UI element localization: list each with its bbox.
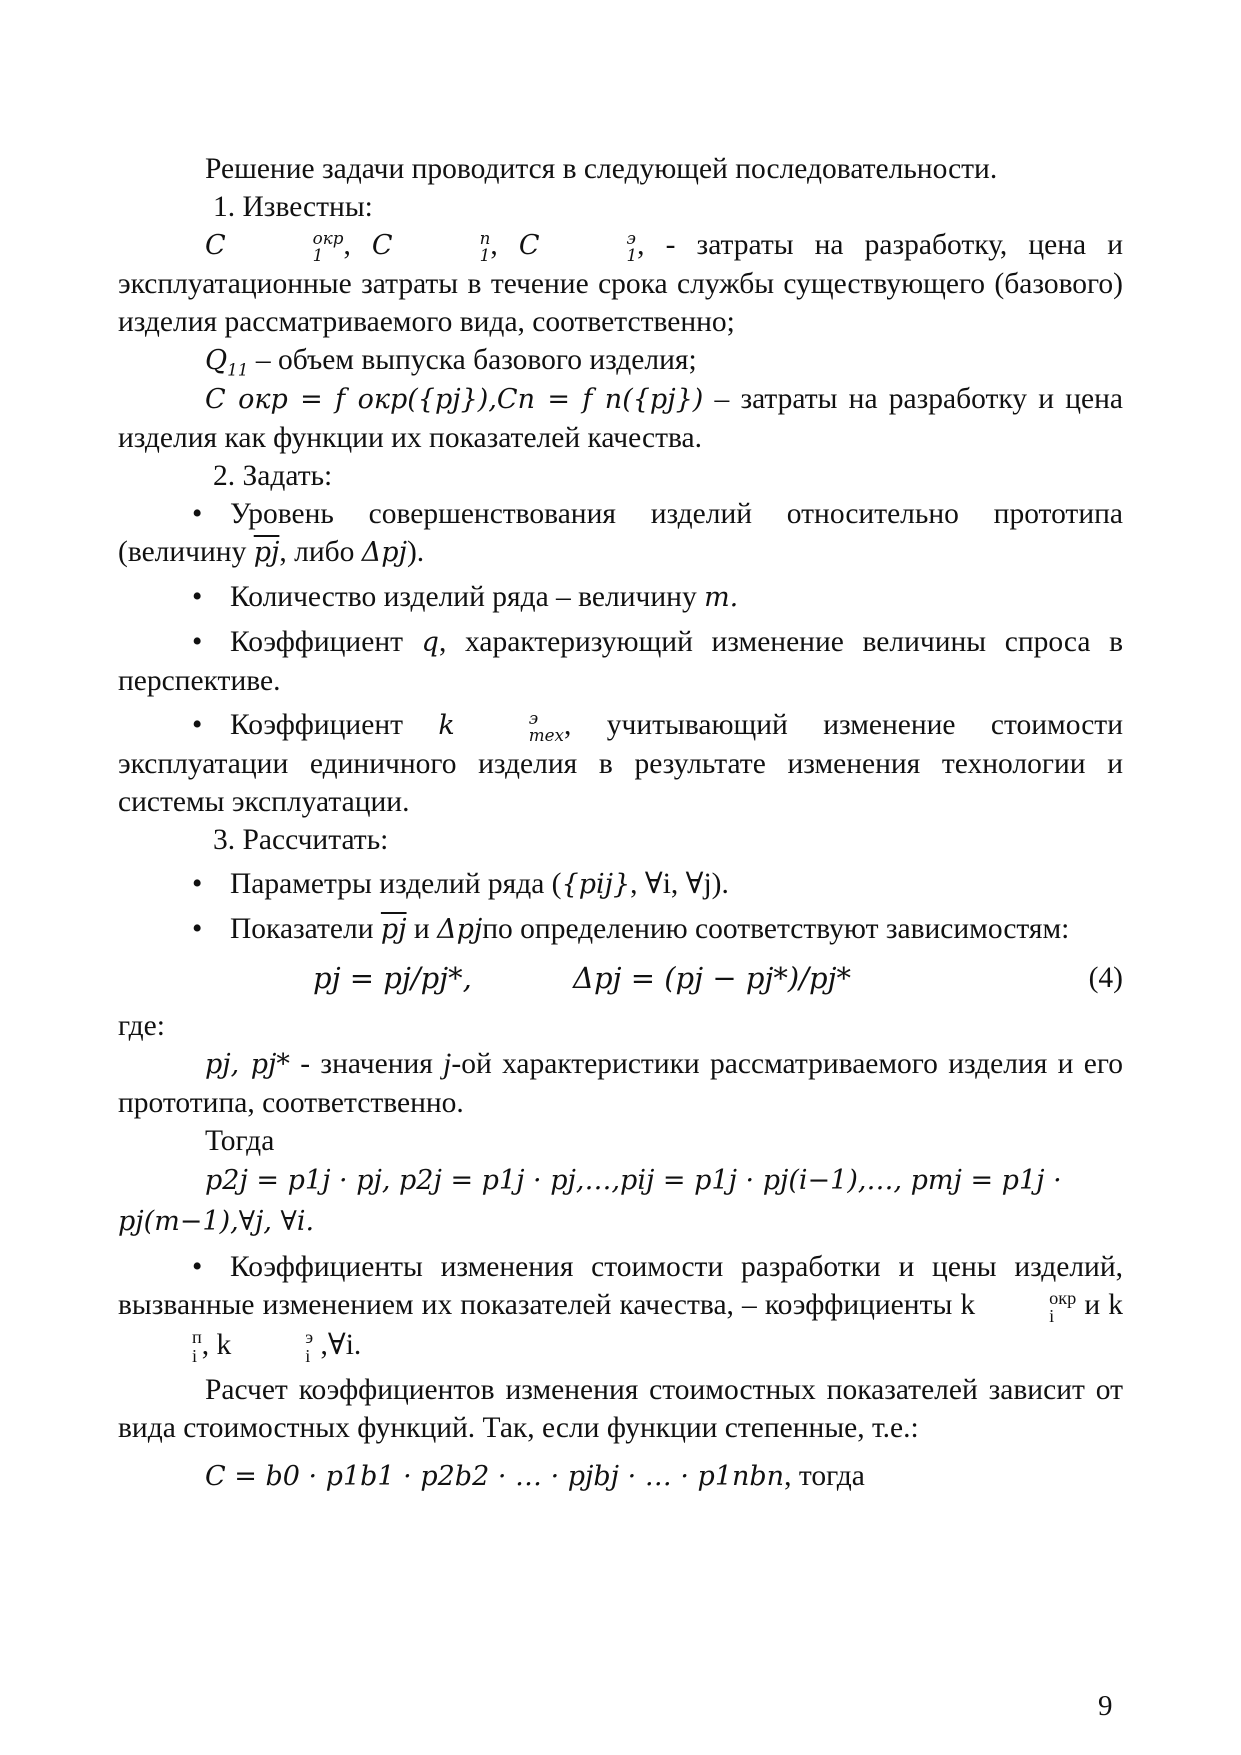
equation-4-left: pj = pj/pj*, <box>313 961 472 995</box>
known-functions-paragraph: C окр = f окр({pj}),Cп = f п({pj}) – затраты на разработку и цена изделия как функции их показателей качества. <box>118 383 1123 454</box>
var-k-tech: k э тех <box>438 707 564 745</box>
intro-paragraph: Решение задачи проводится в следующей последовательности. <box>205 153 998 185</box>
var-set-pij: {pij} <box>561 869 631 900</box>
cost-functions-formula: C окр = f окр({pj}),Cп = f п({pj}) <box>205 384 704 415</box>
bullet-icon: • <box>192 498 203 530</box>
bullet-cost-coefficients: • Коэффициенты изменения стоимости разработки и цены изделий, вызванные изменением их показателей качества, – коэффициенты k окр i и k п i , k э i ,∀i. <box>118 1248 1123 1365</box>
var-delta-pj: Δpj <box>361 537 407 568</box>
var-m: m. <box>704 582 739 613</box>
var-pj-bar: $\overline{pj}$ <box>380 914 407 945</box>
coef-k-e: k э i <box>216 1327 314 1366</box>
bullet-improvement-level: • Уровень совершенствования изделий относительно прототипа (величину $\overline{pj}$, либо Δpj). <box>118 495 1123 572</box>
coef-k-okr: k окр i <box>960 1287 1077 1327</box>
var-pj-pj-star: pj, pj* <box>205 1049 290 1080</box>
bullet-icon: • <box>192 581 203 613</box>
recurrence-formula-line2: pj(m−1),∀j, ∀i. <box>118 1206 315 1237</box>
cost-c1-e: C э 1 <box>518 227 638 265</box>
bullet-icon: • <box>192 913 203 945</box>
equation-4 <box>118 953 1123 1003</box>
where-label: где: <box>118 1010 165 1042</box>
heading-calculate: 3. Рассчитать: <box>213 824 389 856</box>
equation-4-right: Δpj = (pj − pj*)/pj* <box>573 961 852 995</box>
cost-c1-p: C п 1 <box>371 227 491 265</box>
var-q11: $Q_{11}$ <box>205 345 249 380</box>
cost-c1-okr: C окр 1 <box>205 227 344 265</box>
known-costs-text: , - затраты на разработку, цена и эксплуатационные затраты в течение срока службы существующего (базового) изделия рассматриваемого вида, соответственно; <box>118 229 1124 338</box>
cost-function-paragraph: Расчет коэффициентов изменения стоимостных показателей зависит от вида стоимостных функций. Так, если функции степенные, т.е.: <box>118 1374 1123 1445</box>
bullet-parameters: • Параметры изделий ряда ({pij}, ∀i, ∀j). <box>118 865 1123 904</box>
bullet-icon: • <box>192 709 203 741</box>
bullet-icon: • <box>192 868 203 900</box>
bullet-product-count: • Количество изделий ряда – величину m. <box>118 578 1123 617</box>
coef-k-p: k п i <box>192 1289 1123 1366</box>
var-j: j <box>443 1048 452 1080</box>
heading-set: 2. Задать: <box>213 460 333 492</box>
page-number: 9 <box>1098 1690 1113 1722</box>
then-label: Тогда <box>205 1125 275 1157</box>
where-paragraph: pj, pj* - значения j-ой характеристики рассматриваемого изделия и его прототипа, соответственно. <box>118 1048 1123 1119</box>
bullet-demand-coefficient: • Коэффициент q, характеризующий изменение величины спроса в перспективе. <box>118 623 1123 700</box>
equation-number: (4) <box>1088 962 1123 994</box>
page-body <box>118 150 1123 1496</box>
bullet-tech-coefficient: • Коэффициент k э тех , учитывающий изменение стоимости эксплуатации единичного изделия в результате изменения технологии и системы эксплуатации. <box>118 707 1123 818</box>
var-q: q <box>421 627 439 658</box>
known-costs-paragraph: C окр 1 , C п 1 , C э 1 , - затраты на разработку, цена и эксплуатационные затраты в течение срока службы существующего (базового) изделия рассматриваемого вида, соответственно; <box>118 227 1124 338</box>
known-volume-paragraph: $Q_{11}$ – объем выпуска базового изделия; <box>205 344 697 380</box>
recurrence-formula-line1: p2j = p1j · pj, p2j = p1j · pj,…,pij = p1j · pj(i−1),…, pmj = p1j · <box>205 1165 1062 1196</box>
bullet-icon: • <box>192 1251 203 1283</box>
power-function-formula: C = b0 · p1b1 · p2b2 · … · pjbj · … · p1nbn, тогда <box>205 1460 865 1493</box>
heading-known: 1. Известны: <box>213 191 373 223</box>
var-delta-pj: Δpj <box>437 914 483 945</box>
var-pj-bar: $\overline{pj}$ <box>253 537 280 568</box>
bullet-indicators: • Показатели $\overline{pj}$ и Δpjпо определению соответствуют зависимостям: <box>118 910 1123 949</box>
bullet-icon: • <box>192 626 203 658</box>
